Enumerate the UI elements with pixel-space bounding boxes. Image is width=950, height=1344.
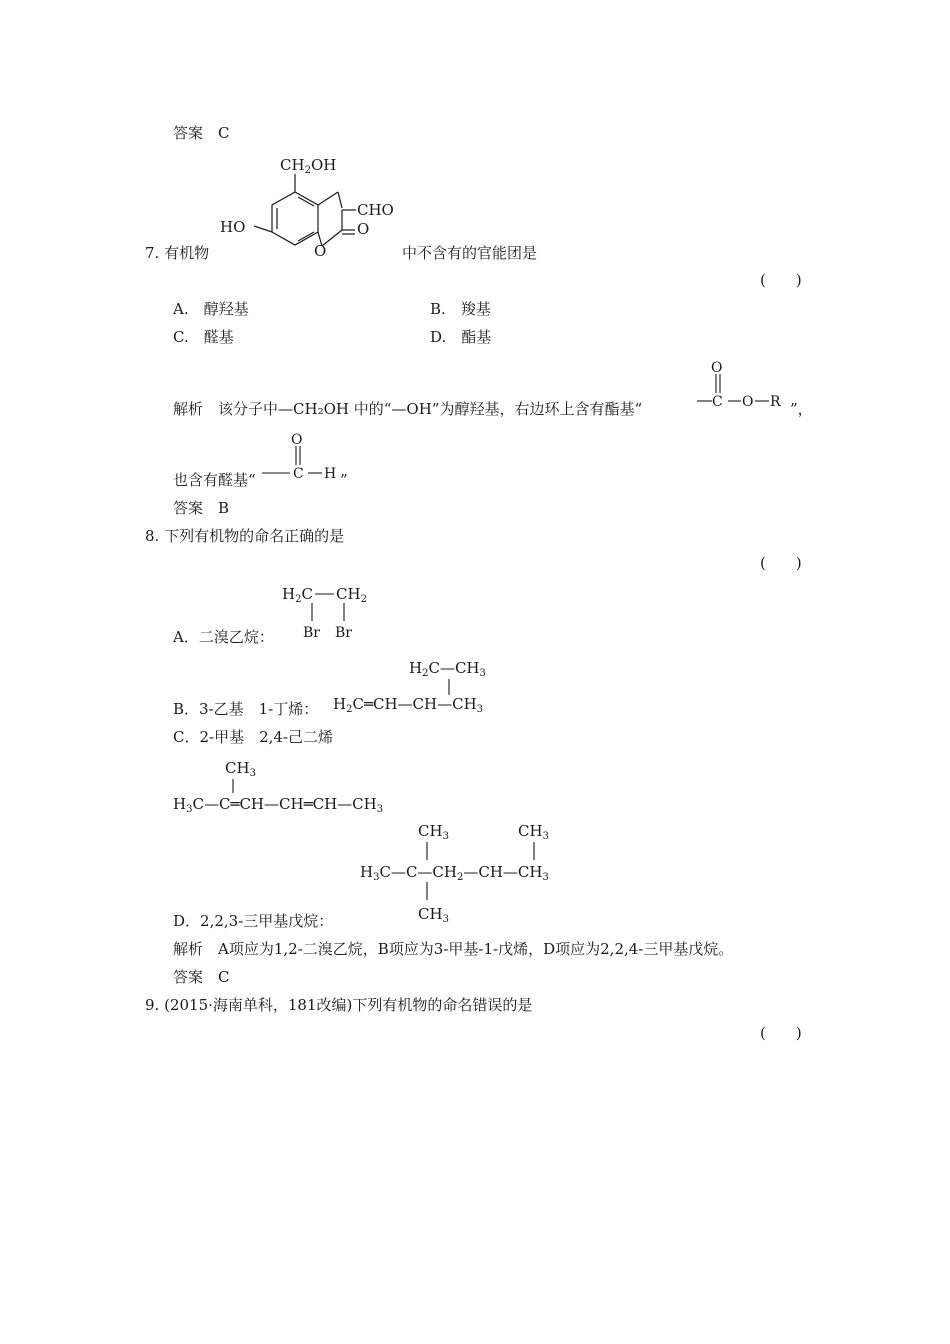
q7-option-a[interactable]: A. 醇羟基 (173, 300, 249, 318)
svg-text:Br: Br (303, 625, 320, 641)
q9-paren: ( ) (760, 1024, 802, 1042)
q7-molecule (210, 150, 410, 260)
q7-o-carbonyl: O (357, 220, 370, 238)
q9-stem: 9. (2015·海南单科，181改编)下列有机物的命名错误的是 (145, 996, 533, 1014)
q8-option-b[interactable]: B．3-乙基 1-丁烯： (173, 700, 319, 718)
analysis-label: 解析 (173, 940, 204, 958)
q7-number: 7. (145, 244, 160, 262)
svg-text:CH3: $CH_3$ (225, 759, 256, 779)
q8-option-c[interactable]: C．2-甲基 2,4-己二烯 (173, 728, 334, 746)
answer-value: C (218, 124, 230, 142)
svg-text:CH2: $CH_2$ (336, 585, 367, 605)
q6-answer (173, 123, 230, 143)
q7-stem-prefix: 有机物 (164, 244, 210, 262)
q9-number: 9. (145, 996, 160, 1014)
q8-answer (173, 967, 230, 987)
q8-analysis: 解析 A项应为1,2-二溴乙烷，B项应为3-甲基-1-戊烯，D项应为2,2,4-三甲基戊烷。 (173, 940, 734, 958)
svg-text:CH3: $CH_3$ (518, 822, 549, 842)
q8-option-c-formula (173, 757, 443, 817)
q7-stem-suffix: 中不含有的官能团是 (402, 244, 538, 262)
svg-text:Br: Br (335, 625, 352, 641)
svg-text:O: O (742, 394, 754, 410)
svg-text:H: H (324, 466, 337, 482)
answer-label: 答案 (173, 968, 204, 986)
q7-aldehyde-group (262, 430, 342, 480)
q8-option-d-formula (360, 818, 620, 928)
q7-option-d[interactable]: D. 酯基 (430, 328, 492, 346)
svg-text:H3C—C—CH2—CH—CH3: $H_3C—C—CH_2—CH—CH_3$ (360, 863, 549, 883)
q7-analysis-line1: 解析 该分子中—CH₂OH 中的“—OH”为醇羟基，右边环上含有酯基“ (173, 400, 643, 418)
svg-text:H2C: $H_2C$ (282, 585, 313, 605)
answer-value: B (218, 499, 230, 517)
q8-stem: 8. 下列有机物的命名正确的是 (145, 527, 345, 545)
q8-option-d[interactable]: D．2,2,3-三甲基戊烷： (173, 912, 334, 930)
q7-analysis-line2-end: ” (340, 471, 348, 489)
svg-text:C: C (293, 466, 304, 482)
svg-text:O: O (711, 360, 723, 376)
svg-text:CH3: $CH_3$ (418, 905, 449, 925)
q8-option-a[interactable]: A．二溴乙烷： (173, 628, 274, 646)
svg-text:C: C (712, 394, 723, 410)
q7-paren: ( ) (760, 271, 802, 289)
q7-ho-label: HO (220, 218, 246, 236)
q7-analysis-line2: 也含有醛基“ (173, 471, 256, 489)
q8-option-b-formula (333, 655, 523, 715)
svg-text:R: R (770, 394, 781, 410)
q8-number: 8. (145, 527, 160, 545)
svg-text:H2C—CH3: $H_2C—CH_3$ (409, 659, 486, 679)
q7-o-ring: O (314, 242, 327, 260)
q8-paren: ( ) (760, 554, 802, 572)
svg-text:O: O (291, 432, 303, 448)
answer-value: C (218, 968, 230, 986)
q7-option-b[interactable]: B. 羧基 (430, 300, 491, 318)
q7-answer (173, 498, 229, 518)
q8-option-a-formula (282, 583, 382, 643)
analysis-label: 解析 (173, 400, 204, 418)
q7-stem (145, 243, 209, 263)
q7-analysis-line1-end: ”， (790, 400, 813, 418)
svg-text:CH3: $CH_3$ (418, 822, 449, 842)
svg-text:H2C═CH—CH—CH3: $H_2C═CH—CH—CH_3$ (333, 695, 484, 715)
answer-label: 答案 (173, 124, 204, 142)
q7-ch2oh-label: $CH_2OH$ (280, 156, 337, 176)
svg-text:H3C—C═CH—CH═CH—CH3: $H_3C—C═CH—CH═CH—CH_3$ (173, 795, 384, 815)
q7-option-c[interactable]: C. 醛基 (173, 328, 234, 346)
q7-cho-label: CHO (357, 201, 394, 219)
answer-label: 答案 (173, 499, 204, 517)
